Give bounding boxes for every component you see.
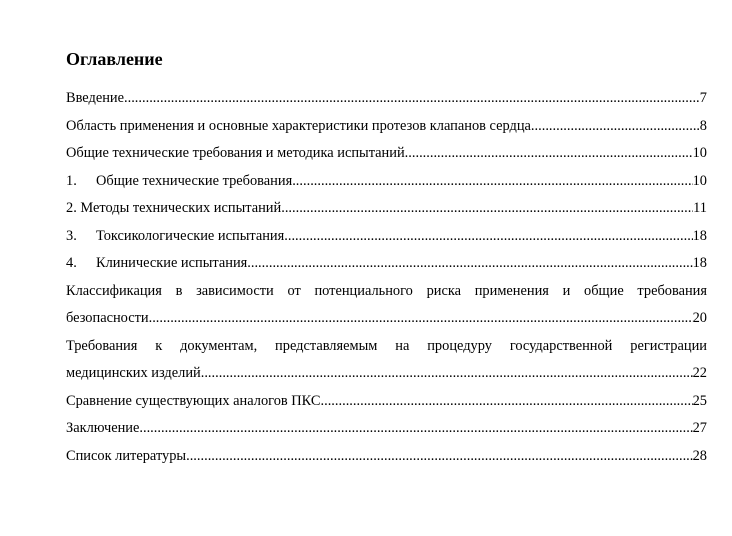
toc-entry-text: Общие технические требования и методика испытаний (66, 145, 405, 161)
toc-page-number: 20 (692, 310, 707, 326)
toc-entry-text: Клинические испытания (96, 255, 248, 271)
toc-entry-references[interactable] (66, 443, 707, 471)
toc-word: документам, (180, 337, 258, 354)
toc-leader-dots (186, 443, 693, 471)
toc-entry-2[interactable] (66, 195, 707, 223)
toc-entry-number: 3. (66, 227, 77, 244)
toc-entry-justified-line (66, 278, 707, 306)
toc-entry-documents[interactable] (66, 333, 707, 388)
toc-entry-continuation (66, 305, 707, 333)
toc-leader-dots (201, 360, 693, 388)
toc-entry-1[interactable] (66, 168, 707, 196)
toc-leader-dots (321, 388, 693, 416)
toc-entry-text: 2. Методы технических испытаний. (66, 200, 285, 216)
toc-word: применения (474, 282, 549, 299)
toc-entry-general-requirements[interactable] (66, 140, 707, 168)
toc-word: зависимости (196, 282, 274, 299)
toc-word: в (175, 282, 183, 299)
toc-entry-text: Введение (66, 90, 125, 106)
toc-word: регистрации (630, 337, 707, 354)
toc-entry-text: Область применения и основные характеристики протезов клапанов сердца (66, 117, 531, 134)
toc-word: от (287, 282, 301, 299)
toc-word: представляемым (275, 337, 378, 354)
toc-word: к (155, 337, 163, 354)
toc-word: потенциального (314, 282, 413, 299)
toc-entry-text: Общие технические требования (96, 172, 293, 189)
toc-word: процедуру (427, 337, 492, 354)
page-title: Оглавление (66, 49, 163, 69)
toc-leader-dots (405, 140, 693, 168)
toc-page-number: 28 (692, 447, 707, 464)
toc-word: государственной (509, 337, 613, 354)
toc-page-number: 27 (692, 420, 707, 436)
toc-entry-classification[interactable] (66, 278, 707, 333)
toc-page-number: 25 (692, 392, 707, 409)
toc-page-number: 10 (692, 172, 707, 189)
toc-entry-text: Токсикологические испытания. (96, 227, 288, 244)
toc-page-number: 11 (693, 200, 707, 216)
toc-word: требования (637, 282, 707, 299)
toc-leader-dots (139, 415, 692, 443)
toc-entry-text: Сравнение существующих аналогов ПКС (66, 392, 321, 409)
toc-entry-text: Заключение (66, 420, 140, 436)
toc-word: на (395, 337, 410, 354)
toc-leader-dots (285, 195, 693, 223)
toc-entry-continuation (66, 360, 707, 388)
toc-entry-introduction[interactable] (66, 85, 707, 113)
toc-word: риска (426, 282, 462, 299)
toc-page-number: 8 (699, 117, 707, 134)
toc-entry-text: Список литературы (66, 447, 187, 464)
toc-entry-text: безопасности (66, 310, 149, 326)
toc-word: и (562, 282, 571, 299)
toc-word: Требования (66, 337, 138, 354)
toc-entry-analogs[interactable] (66, 388, 707, 416)
toc-leader-dots (247, 250, 692, 278)
toc-page-number: 10 (692, 145, 707, 161)
toc-page-number: 18 (692, 227, 707, 244)
toc-page-number: 18 (692, 255, 707, 271)
toc-word: Классификация (66, 282, 162, 299)
toc-leader-dots (288, 223, 693, 251)
table-of-contents (66, 85, 707, 470)
toc-leader-dots (124, 85, 700, 113)
toc-leader-dots (292, 168, 692, 196)
toc-page-number: 22 (692, 365, 707, 381)
toc-leader-dots (531, 113, 700, 141)
toc-entry-scope[interactable] (66, 113, 707, 141)
toc-leader-dots (149, 305, 693, 333)
toc-word: общие (584, 282, 624, 299)
toc-entry-number: 4. (66, 255, 77, 271)
toc-entry-justified-line (66, 333, 707, 361)
toc-entry-conclusion[interactable] (66, 415, 707, 443)
toc-entry-number: 1. (66, 172, 77, 189)
toc-page-number: 7 (699, 90, 707, 106)
toc-entry-3[interactable] (66, 223, 707, 251)
toc-entry-text: медицинских изделий (66, 365, 201, 381)
toc-entry-4[interactable] (66, 250, 707, 278)
